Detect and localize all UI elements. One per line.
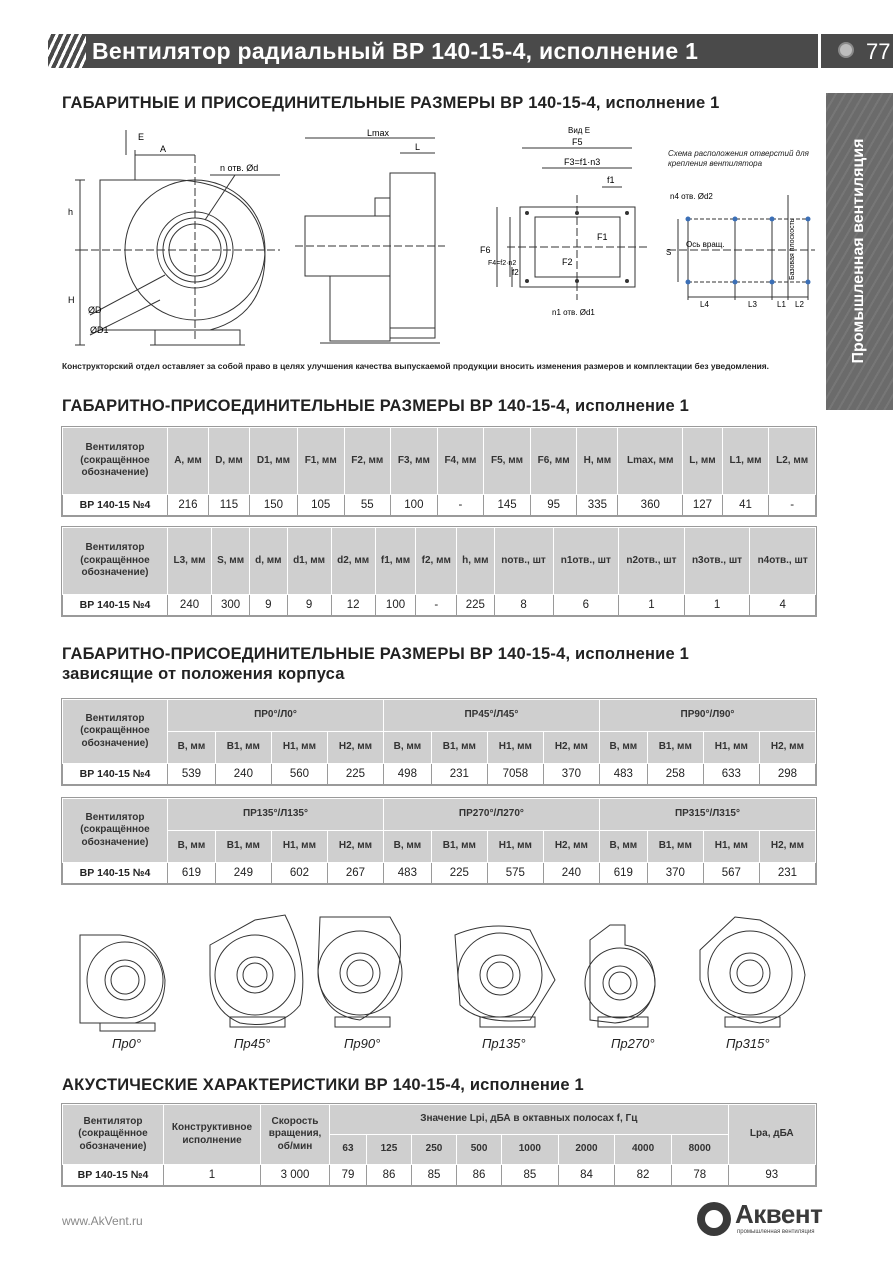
table-head: H, мм xyxy=(577,428,618,495)
position-135-drawing xyxy=(455,926,555,1027)
label-F3: F3=f1·n3 xyxy=(564,157,601,167)
label-H: H xyxy=(68,295,75,305)
section-title-connection: ГАБАРИТНО-ПРИСОЕДИНИТЕЛЬНЫЕ РАЗМЕРЫ ВР 140-15-4, исполнение 1 xyxy=(62,397,690,415)
page-title: Вентилятор радиальный ВР 140-15-4, исполнение 1 xyxy=(92,38,699,64)
table-head: 63 xyxy=(330,1135,367,1165)
position-table-2 xyxy=(62,798,816,884)
brand-tagline: промышленная вентиляция xyxy=(737,1229,815,1235)
table-cell: 79 xyxy=(330,1165,367,1186)
table-cell: - xyxy=(769,495,816,516)
label-F1: F1 xyxy=(597,232,608,242)
table-head: Вентилятор (сокращённое обозначение) xyxy=(63,799,168,863)
table-head: L3, мм xyxy=(168,528,212,595)
table-row xyxy=(63,495,816,516)
position-45-drawing xyxy=(210,915,303,1027)
table-cell: 4 xyxy=(750,595,816,616)
table-head: 1000 xyxy=(502,1135,559,1165)
group-head: ПР45°/Л45° xyxy=(383,700,599,732)
table-cell: 560 xyxy=(271,764,327,785)
dimensions-table-2 xyxy=(62,527,816,616)
table-cell: 12 xyxy=(331,595,375,616)
table-head: Вентилятор (сокращённое обозначение) xyxy=(63,428,168,495)
group-head: Значение Lpi, дБА в октавных полосах f, Гц xyxy=(330,1105,729,1135)
position-315-drawing xyxy=(700,917,805,1027)
group-head: ПР90°/Л90° xyxy=(599,700,815,732)
table-head: d, мм xyxy=(250,528,287,595)
group-head: ПР270°/Л270° xyxy=(383,799,599,831)
section-title-dimensions: ГАБАРИТНЫЕ И ПРИСОЕДИНИТЕЛЬНЫЕ РАЗМЕРЫ ВР 140-15-4, исполнение 1 xyxy=(62,94,720,112)
label-F4: F4=f2·n2 xyxy=(488,260,517,267)
header-stripes xyxy=(48,34,86,68)
table-head: F2, мм xyxy=(344,428,391,495)
gear-icon xyxy=(838,42,854,58)
label-f1: f1 xyxy=(607,175,615,185)
table-cell: 240 xyxy=(543,863,599,884)
position-caption: Пр45° xyxy=(234,1036,271,1051)
table-cell: 483 xyxy=(383,863,431,884)
header-separator xyxy=(818,34,821,68)
label-L3: L3 xyxy=(748,300,757,309)
table-head: Lpa, дБА xyxy=(728,1105,815,1165)
table-head: B, мм xyxy=(383,732,431,764)
table-cell: 8 xyxy=(494,595,553,616)
table-head: B1, мм xyxy=(647,732,703,764)
group-head: ПР135°/Л135° xyxy=(168,799,384,831)
table-head: Вентилятор (сокращённое обозначение) xyxy=(63,700,168,764)
table-cell: 86 xyxy=(366,1165,411,1186)
table-cell: 100 xyxy=(375,595,416,616)
position-90-drawing xyxy=(318,917,402,1027)
fan-model: ВР 140-15 №4 xyxy=(63,1165,164,1186)
label-h: h xyxy=(68,207,74,217)
fan-side-drawing xyxy=(295,128,445,353)
page-number: 77 xyxy=(866,39,891,64)
label-L4: L4 xyxy=(700,300,709,309)
label-nd: n отв. Ød xyxy=(220,163,259,173)
table-head: H1, мм xyxy=(271,831,327,863)
table-head: H1, мм xyxy=(703,732,759,764)
table-cell: 225 xyxy=(457,595,494,616)
page-header xyxy=(48,34,893,68)
table-head: f2, мм xyxy=(416,528,457,595)
table-cell: 370 xyxy=(543,764,599,785)
label-A: A xyxy=(160,144,167,154)
label-n4d2: n4 отв. Ød2 xyxy=(670,192,713,201)
position-caption: Пр0° xyxy=(112,1036,142,1051)
label-axis: Ось вращ. xyxy=(686,240,725,249)
disclaimer-note: Конструкторский отдел оставляет за собой право в целях улучшения качества выпускаемой продукции вносить изменения размеров и комплектации без уведомления. xyxy=(62,361,770,371)
label-S: S xyxy=(666,248,672,257)
table-head: H2, мм xyxy=(759,831,815,863)
logo-icon xyxy=(697,1202,731,1236)
table-head: B, мм xyxy=(383,831,431,863)
table-head: H2, мм xyxy=(327,831,383,863)
table-cell: 127 xyxy=(683,495,723,516)
table-cell: 370 xyxy=(647,863,703,884)
table-head: F1, мм xyxy=(297,428,344,495)
table-cell: 567 xyxy=(703,863,759,884)
table-head: D, мм xyxy=(208,428,249,495)
table-head: B1, мм xyxy=(431,732,487,764)
table-head: Конструктивное исполнение xyxy=(164,1105,261,1165)
label-D: ØD xyxy=(88,305,102,315)
table-row xyxy=(63,863,816,884)
label-F6: F6 xyxy=(480,245,491,255)
table-head: 500 xyxy=(457,1135,502,1165)
fan-model: ВР 140-15 №4 xyxy=(63,863,168,884)
table-head: H1, мм xyxy=(487,732,543,764)
table-head: 250 xyxy=(411,1135,456,1165)
table-head: n3отв., шт xyxy=(684,528,750,595)
table-cell: 100 xyxy=(391,495,438,516)
table-head: H2, мм xyxy=(759,732,815,764)
group-head: ПР315°/Л315° xyxy=(599,799,815,831)
group-head: ПР0°/Л0° xyxy=(168,700,384,732)
fan-model: ВР 140-15 №4 xyxy=(63,495,168,516)
table-cell: 225 xyxy=(431,863,487,884)
flange-view-drawing xyxy=(472,125,652,320)
table-head: F3, мм xyxy=(391,428,438,495)
table-head: A, мм xyxy=(168,428,209,495)
table-head: 125 xyxy=(366,1135,411,1165)
table-cell: - xyxy=(437,495,484,516)
brand-name: Аквент xyxy=(735,1199,823,1229)
table-cell: 483 xyxy=(599,764,647,785)
hole-scheme-caption: Схема расположения отверстий для крепления вентилятора xyxy=(668,149,809,168)
table-head: f1, мм xyxy=(375,528,416,595)
table-head: H1, мм xyxy=(271,732,327,764)
table-cell: 82 xyxy=(615,1165,672,1186)
table-head: Скорость вращения, об/мин xyxy=(261,1105,330,1165)
position-0-drawing xyxy=(80,935,165,1031)
table-cell: 231 xyxy=(431,764,487,785)
table-head: B1, мм xyxy=(647,831,703,863)
table-head: 2000 xyxy=(558,1135,615,1165)
hole-scheme-drawing xyxy=(660,185,820,310)
table-head: F6, мм xyxy=(530,428,577,495)
table-head: Вентилятор (сокращённое обозначение) xyxy=(63,528,168,595)
table-head: B, мм xyxy=(599,732,647,764)
table-cell: 267 xyxy=(327,863,383,884)
table-head: H1, мм xyxy=(703,831,759,863)
table-head: D1, мм xyxy=(249,428,297,495)
table-head: L2, мм xyxy=(769,428,816,495)
table-head: H2, мм xyxy=(543,831,599,863)
table-cell: 498 xyxy=(383,764,431,785)
footer-url[interactable]: www.AkVent.ru xyxy=(62,1214,143,1228)
table-head: L1, мм xyxy=(722,428,769,495)
label-f2: f2 xyxy=(512,268,519,277)
table-head: F5, мм xyxy=(484,428,531,495)
acoustic-table xyxy=(62,1104,816,1186)
side-tab-label: Промышленная вентиляция xyxy=(850,138,867,364)
table-cell: 85 xyxy=(502,1165,559,1186)
table-cell: 78 xyxy=(671,1165,728,1186)
position-caption: Пр315° xyxy=(726,1036,770,1051)
table-row xyxy=(63,764,816,785)
table-cell: - xyxy=(416,595,457,616)
label-L1: L1 xyxy=(777,300,786,309)
table-cell: 619 xyxy=(168,863,216,884)
table-cell: 93 xyxy=(728,1165,815,1186)
table-head: d1, мм xyxy=(287,528,331,595)
table-cell: 258 xyxy=(647,764,703,785)
table-cell: 539 xyxy=(168,764,216,785)
table-head: n2отв., шт xyxy=(619,528,685,595)
table-cell: 249 xyxy=(215,863,271,884)
table-head: H1, мм xyxy=(487,831,543,863)
table-cell: 41 xyxy=(722,495,769,516)
table-head: nотв., шт xyxy=(494,528,553,595)
table-cell: 240 xyxy=(215,764,271,785)
brand-logo xyxy=(697,1199,827,1241)
table-head: B, мм xyxy=(168,732,216,764)
table-head: h, мм xyxy=(457,528,494,595)
table-cell: 7058 xyxy=(487,764,543,785)
table-head: L, мм xyxy=(683,428,723,495)
table-cell: 619 xyxy=(599,863,647,884)
table-head: F4, мм xyxy=(437,428,484,495)
table-cell: 115 xyxy=(208,495,249,516)
table-head: 8000 xyxy=(671,1135,728,1165)
section-title-position-line1: ГАБАРИТНО-ПРИСОЕДИНИТЕЛЬНЫЕ РАЗМЕРЫ ВР 140-15-4, исполнение 1 xyxy=(62,645,690,663)
table-head: S, мм xyxy=(212,528,250,595)
position-table-1 xyxy=(62,699,816,785)
table-head: B, мм xyxy=(168,831,216,863)
table-cell: 55 xyxy=(344,495,391,516)
table-cell: 1 xyxy=(164,1165,261,1186)
table-cell: 1 xyxy=(619,595,685,616)
table-cell: 216 xyxy=(168,495,209,516)
table-cell: 633 xyxy=(703,764,759,785)
table-cell: 360 xyxy=(618,495,683,516)
table-cell: 86 xyxy=(457,1165,502,1186)
position-caption: Пр90° xyxy=(344,1036,381,1051)
table-cell: 6 xyxy=(553,595,619,616)
table-cell: 240 xyxy=(168,595,212,616)
table-cell: 602 xyxy=(271,863,327,884)
table-cell: 84 xyxy=(558,1165,615,1186)
label-n1d1: n1 отв. Ød1 xyxy=(552,308,595,317)
table-cell: 150 xyxy=(249,495,297,516)
label-Lmax: Lmax xyxy=(367,128,390,138)
table-head: B1, мм xyxy=(431,831,487,863)
table-head: Lmax, мм xyxy=(618,428,683,495)
table-head: 4000 xyxy=(615,1135,672,1165)
label-base: Базовая плоскость xyxy=(789,218,796,280)
label-F2: F2 xyxy=(562,257,573,267)
table-cell: 145 xyxy=(484,495,531,516)
table-cell: 231 xyxy=(759,863,815,884)
label-D1: ØD1 xyxy=(90,325,109,335)
table-cell: 300 xyxy=(212,595,250,616)
table-cell: 1 xyxy=(684,595,750,616)
table-head: n4отв., шт xyxy=(750,528,816,595)
dimensions-table-1 xyxy=(62,427,816,516)
label-F5: F5 xyxy=(572,137,583,147)
label-vidE: Вид Е xyxy=(568,126,591,135)
table-head: Вентилятор (сокращённое обозначение) xyxy=(63,1105,164,1165)
table-head: n1отв., шт xyxy=(553,528,619,595)
label-E: E xyxy=(138,132,145,142)
position-caption: Пр135° xyxy=(482,1036,526,1051)
fan-model: ВР 140-15 №4 xyxy=(63,595,168,616)
table-head: B, мм xyxy=(599,831,647,863)
table-cell: 298 xyxy=(759,764,815,785)
section-title-position xyxy=(62,644,689,684)
fan-model: ВР 140-15 №4 xyxy=(63,764,168,785)
table-cell: 85 xyxy=(411,1165,456,1186)
position-270-drawing xyxy=(585,925,655,1027)
table-row xyxy=(63,1165,816,1186)
table-head: d2, мм xyxy=(331,528,375,595)
table-cell: 575 xyxy=(487,863,543,884)
table-head: H2, мм xyxy=(543,732,599,764)
label-L: L xyxy=(415,142,421,152)
table-cell: 3 000 xyxy=(261,1165,330,1186)
side-tab xyxy=(826,93,893,410)
section-title-acoustic: АКУСТИЧЕСКИЕ ХАРАКТЕРИСТИКИ ВР 140-15-4, исполнение 1 xyxy=(62,1076,584,1094)
table-cell: 9 xyxy=(250,595,287,616)
section-title-position-line2: зависящие от положения корпуса xyxy=(62,665,345,683)
position-caption: Пр270° xyxy=(611,1036,655,1051)
table-cell: 9 xyxy=(287,595,331,616)
table-cell: 95 xyxy=(530,495,577,516)
label-L2: L2 xyxy=(795,300,804,309)
fan-front-drawing xyxy=(60,125,285,357)
table-head: H2, мм xyxy=(327,732,383,764)
table-cell: 105 xyxy=(297,495,344,516)
table-cell: 225 xyxy=(327,764,383,785)
position-drawings xyxy=(60,905,820,1035)
table-cell: 335 xyxy=(577,495,618,516)
table-row xyxy=(63,595,816,616)
table-head: B1, мм xyxy=(215,732,271,764)
table-head: B1, мм xyxy=(215,831,271,863)
